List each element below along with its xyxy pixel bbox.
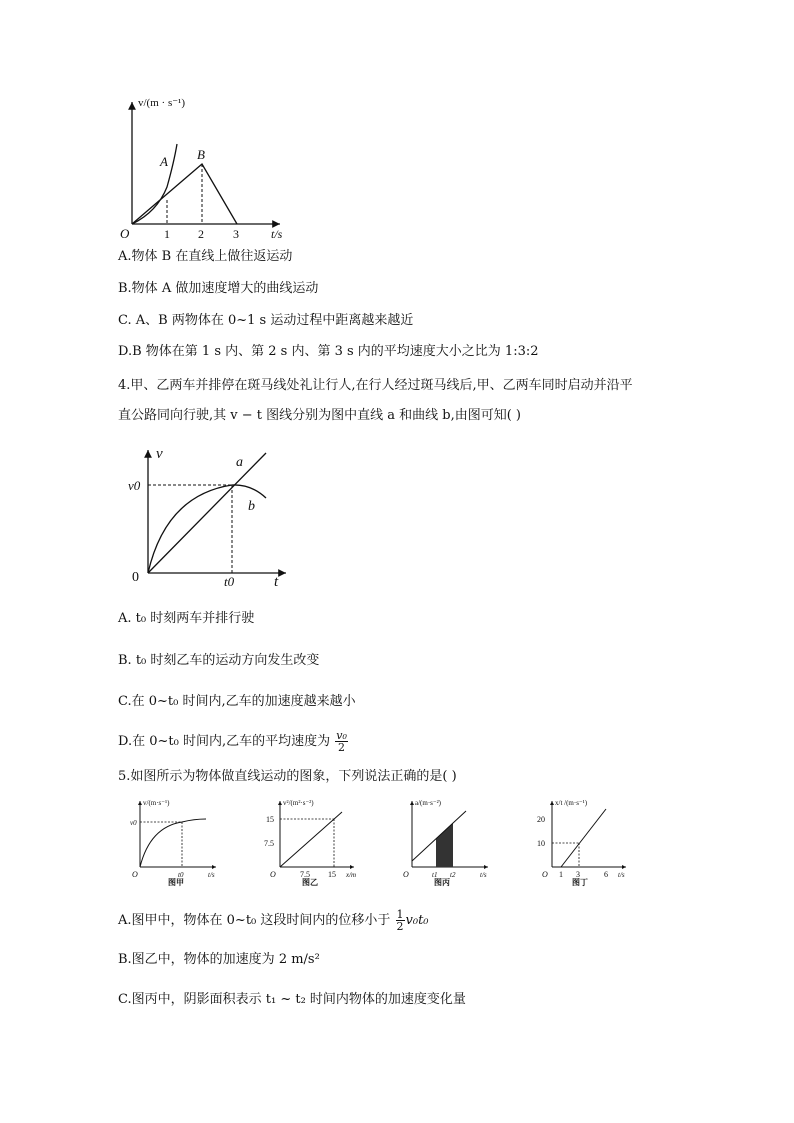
line-b (132, 164, 237, 224)
y-axis-label: v (156, 446, 163, 462)
point-a-label: A (160, 154, 168, 169)
figure-bing (400, 795, 500, 887)
y-tick-7-5: 7.5 (264, 839, 274, 848)
caption: 图丙 (434, 878, 450, 887)
q3-option-d: D.B 物体在第 1 s 内、第 2 s 内、第 3 s 内的平均速度大小之比为 1:3:2 (118, 344, 539, 359)
origin-label: 0 (132, 570, 139, 585)
q4-stem-line2: 直公路同向行驶,其 v − t 图线分别为图中直线 a 和曲线 b,由图可知( ) (118, 408, 522, 423)
tick-1: 1 (164, 227, 170, 241)
caption: 图甲 (168, 878, 184, 887)
x-axis-label: t/s (618, 871, 625, 879)
shaded-area (436, 823, 453, 867)
q5-option-b: B.图乙中，物体的加速度为 2 m/s² (118, 952, 320, 967)
q5-option-a (118, 906, 429, 936)
y-axis-label: x/t /(m·s⁻¹) (555, 799, 588, 807)
origin-label: O (270, 870, 276, 879)
caption: 图丁 (572, 878, 588, 887)
v0-label: v0 (130, 819, 137, 827)
origin-label: O (120, 226, 130, 241)
curve (140, 819, 206, 867)
x-axis-label: t/s (271, 227, 283, 241)
q3-option-c: C. A、B 两物体在 0~1 s 运动过程中距离越来越近 (118, 313, 414, 328)
t0-label: t0 (178, 871, 184, 879)
q5-option-a-text: A.图甲中，物体在 0~t₀ 这段时间内的位移小于 (118, 913, 391, 928)
tick-2: 2 (198, 227, 204, 241)
y-tick-15: 15 (266, 815, 274, 824)
origin-label: O (132, 870, 138, 879)
figure-jia (128, 795, 228, 887)
y-axis-label: v/(m · s⁻¹) (138, 97, 185, 109)
t1-label: t1 (432, 871, 438, 879)
q3-option-a: A.物体 B 在直线上做往返运动 (118, 249, 293, 264)
fraction-numerator: v₀ (336, 729, 347, 742)
q5-stem: 5.如图所示为物体做直线运动的图象，下列说法正确的是( ) (118, 769, 457, 784)
q4-option-c: C.在 0~t₀ 时间内,乙车的加速度越来越小 (118, 694, 356, 709)
x-axis-label: t/s (208, 871, 215, 879)
x-axis-label: t/s (480, 871, 487, 879)
fraction-denominator: 2 (396, 920, 404, 933)
figure-yi (262, 795, 372, 887)
curve-b-label: b (248, 499, 255, 514)
line-a-label: a (236, 455, 243, 470)
t2-label: t2 (450, 871, 456, 879)
q5-option-c: C.图丙中，阴影面积表示 t₁ ~ t₂ 时间内物体的加速度变化量 (118, 992, 466, 1007)
q4-option-d-text: D.在 0~t₀ 时间内,乙车的平均速度为 (118, 734, 331, 749)
q4-option-b: B. t₀ 时刻乙车的运动方向发生改变 (118, 653, 320, 668)
x-axis-label: t (274, 574, 279, 590)
x-tick-1: 1 (559, 870, 563, 879)
fraction-numerator: 1 (396, 908, 404, 921)
fraction-v0-over-2 (335, 730, 348, 753)
y-tick-20: 20 (537, 815, 545, 824)
q4-stem-line1: 4.甲、乙两车并排停在斑马线处礼让行人,在行人经过斑马线后,甲、乙两车同时启动并沿平 (118, 378, 633, 393)
v0-label: v0 (128, 478, 141, 493)
point-b-label: B (197, 147, 205, 162)
x-axis-label: x/m (346, 871, 357, 879)
x-tick-15: 15 (328, 870, 336, 879)
q5-option-a-suffix: v₀t₀ (405, 913, 429, 928)
y-tick-10: 10 (537, 839, 545, 848)
x-tick-7-5: 7.5 (300, 870, 310, 879)
x-tick-6: 6 (604, 870, 608, 879)
figure-1-vt-graph (112, 92, 302, 242)
fraction-denominator: 2 (338, 741, 346, 754)
q4-option-d (118, 728, 349, 756)
origin-label: O (542, 870, 548, 879)
line (561, 809, 606, 867)
figure-2-vt-graph (126, 440, 296, 590)
y-axis-label: v/(m·s⁻¹) (143, 799, 170, 807)
q4-option-a: A. t₀ 时刻两车并排行驶 (118, 611, 255, 626)
y-axis-label: a/(m·s⁻²) (415, 799, 442, 807)
x-tick-3: 3 (576, 870, 580, 879)
figure-ding (528, 795, 638, 887)
y-axis-label: v²/(m²·s⁻²) (283, 799, 314, 807)
caption: 图乙 (302, 878, 318, 887)
line (280, 812, 342, 867)
q3-option-b: B.物体 A 做加速度增大的曲线运动 (118, 281, 319, 296)
tick-3: 3 (233, 227, 239, 241)
fraction-one-half (396, 909, 405, 932)
curve-a (132, 144, 177, 224)
t0-label: t0 (224, 574, 235, 589)
origin-label: O (403, 870, 409, 879)
